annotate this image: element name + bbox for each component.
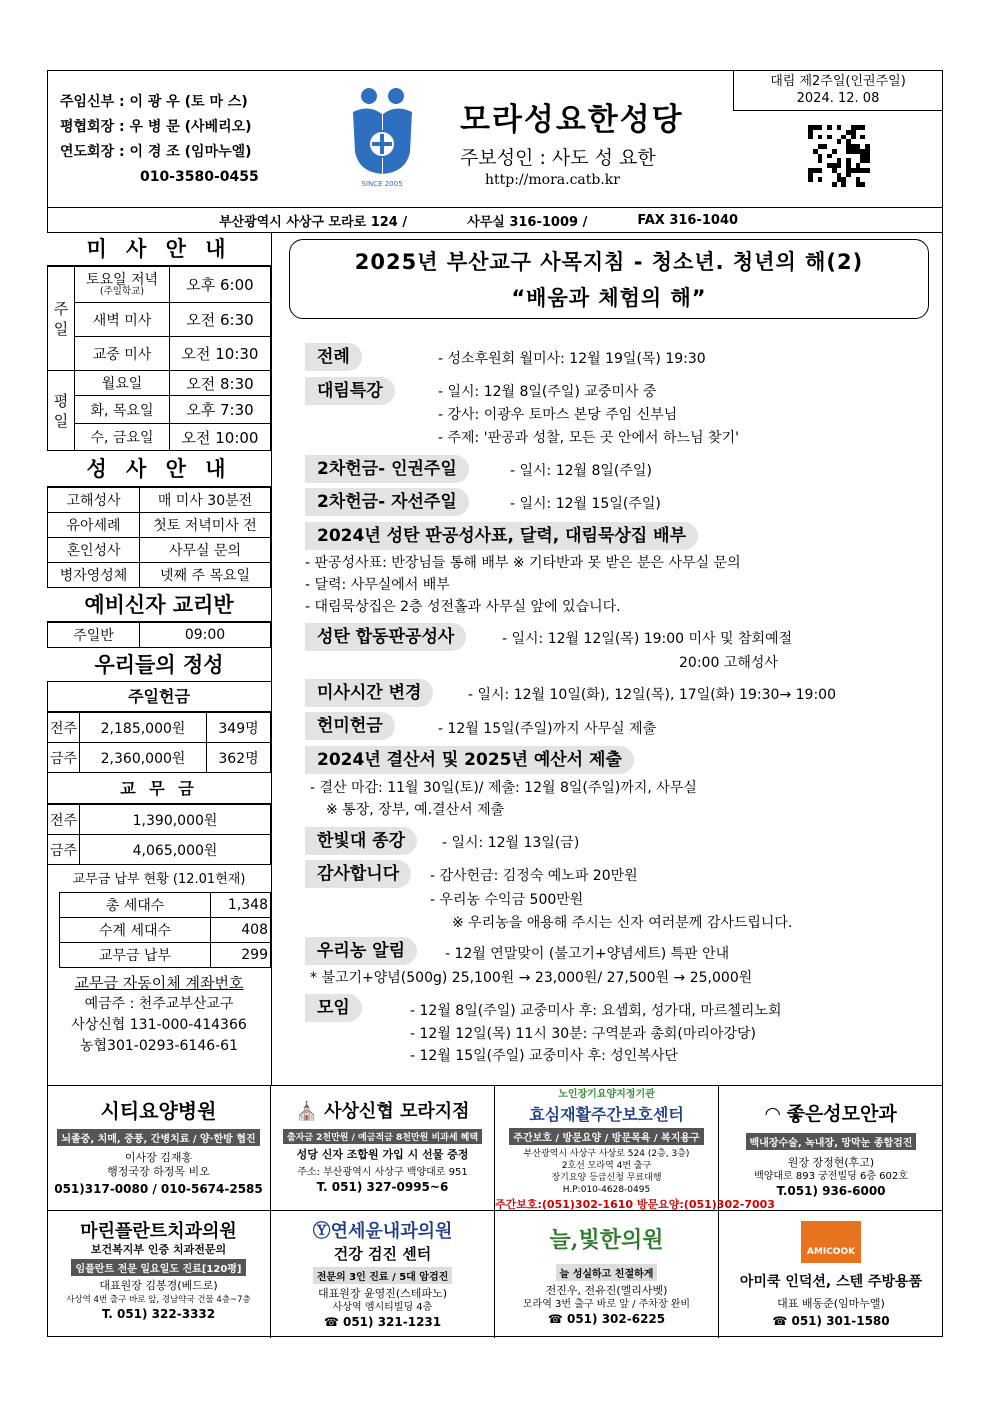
- ad-amicook[interactable]: AMICOOK 아미쿡 인덕션, 스텐 주방용품 대표 배동준(임마누엘) ☎ 051) 301-1580: [719, 1211, 943, 1338]
- sacrament-name: 혼인성사: [48, 538, 140, 563]
- mass-name: 월요일: [75, 371, 170, 396]
- notice-line: - 일시: 12월 15일(주일): [510, 496, 661, 512]
- notice-line: - 12월 연말맞이 (불고기+양념세트) 특판 안내: [445, 946, 730, 962]
- notices-column: [272, 233, 943, 1085]
- table-row: [48, 513, 271, 538]
- notice-line: - 일시: 12월 8일(주일): [510, 463, 652, 479]
- notice-christmas-distribution: [305, 522, 698, 550]
- status-value: 299: [211, 943, 271, 968]
- status-value: 408: [211, 918, 271, 943]
- offering-label: 전주: [48, 713, 80, 743]
- account-nonghyup: 농협301-0293-6146-61: [80, 1038, 238, 1054]
- ad-credit-union[interactable]: ⛪ 사상신협 모라지점 출자금 2천만원 / 예금적금 8천만원 비과세 혜택 성당 신자 조합원 가입 시 선물 증정 주소: 부산광역시 사상구 백양대로 951 T. 051) 327-0995~6: [271, 1086, 495, 1211]
- offering-title: 우리들의 정성: [47, 648, 271, 682]
- notice-line: - 판공성사표: 반장님들 통해 배부 ※ 기타반과 못 받은 분은 사무실 문의: [305, 555, 741, 571]
- table-row: [48, 623, 271, 648]
- section-heading: 미사시간 변경: [305, 679, 433, 707]
- notice-line: - 우리농 수익금 500만원: [430, 892, 584, 908]
- ad-daycare-center[interactable]: 노인장기요양지정기관 효심재활주간보호센터 주간보호 / 방문요양 / 방문목욕 / 복지용구 부산광역시 사상구 사상로 524 (2층, 3층) 2호선 모라역 4번 출구 장기요양 등급신청 무료대행 H.P:010-4628-0495 주간보호:(051)302-1610 방문요양:(051)302-7003: [495, 1086, 719, 1211]
- mass-name: 수, 금요일: [75, 424, 170, 451]
- church-logo: [345, 82, 420, 192]
- section-heading: 2024년 성탄 판공성사표, 달력, 대림묵상집 배부: [305, 522, 698, 550]
- date-box: [733, 71, 942, 111]
- table-row: [48, 267, 271, 303]
- account-shinhyup: 사상신협 131-000-414366: [71, 1017, 247, 1033]
- notice-class-closing: [305, 827, 417, 855]
- notice-second-collection-2: [305, 488, 469, 516]
- notice-line: ※ 우리농을 애용해 주시는 신자 여러분께 감사드립니다.: [452, 915, 793, 931]
- notice-line: - 성소후원회 월미사: 12월 19일(목) 19:30: [438, 351, 706, 367]
- table-row: [48, 303, 271, 337]
- mass-time: 오전 10:00: [169, 424, 270, 451]
- patron-saint: 주보성인 : 사도 성 요한: [460, 147, 656, 169]
- notice-line: - 12월 8일(주일) 교중미사 후: 요셉회, 성가대, 마르첼리노회: [410, 1003, 782, 1019]
- offering-amount: 2,185,000원: [80, 713, 207, 743]
- logo-since-text: SINCE 2005: [361, 180, 403, 188]
- table-row: [48, 337, 271, 371]
- sacrament-name: 병자영성체: [48, 563, 140, 588]
- sunday-label: 주일: [48, 267, 75, 371]
- pastor-line: 주임신부 : 이 광 우 (토 마 스): [60, 94, 248, 110]
- notice-line: - 12월 12일(목) 11시 30분: 구역분과 총회(마리아강당): [410, 1026, 756, 1042]
- qr-code-icon[interactable]: [808, 125, 870, 187]
- clinic-logo-icon: Ⓨ: [312, 1221, 331, 1242]
- mass-time: 오후 6:00: [169, 267, 270, 303]
- offering-count: 362명: [207, 743, 271, 773]
- table-row: [48, 835, 271, 865]
- table-row: [48, 563, 271, 588]
- notice-meetings: [305, 994, 362, 1022]
- advertisement-section: [47, 1085, 943, 1337]
- sacrament-value: 첫토 저녁미사 전: [140, 513, 271, 538]
- notice-line: ※ 통장, 장부, 예.결산서 제출: [326, 802, 505, 818]
- ad-city-hospital[interactable]: 시티요양병원 뇌졸중, 치매, 중풍, 간병치료 / 양·한방 협진 이사장 김재홍 행정국장 하정목 비오 051)317-0080 / 010-5674-2585: [47, 1086, 271, 1211]
- catechumen-time: 09:00: [140, 623, 271, 648]
- table-row: [48, 371, 271, 396]
- dues-label: 전주: [48, 805, 80, 835]
- mass-name: 화, 목요일: [75, 396, 170, 424]
- yeondo-president-line: 연도회장 : 이 경 조 (임마누엘): [60, 144, 252, 160]
- catechumen-table: [47, 622, 271, 648]
- notice-farm: [305, 937, 417, 965]
- left-column: [47, 233, 272, 1085]
- notice-line: - 주제: '판공과 성찰, 모든 곳 안에서 하느님 찾기': [438, 430, 739, 446]
- notice-liturgy: [305, 343, 362, 371]
- notice-christmas-confession: [305, 623, 466, 651]
- sacrament-title: 성 사 안 내: [47, 451, 271, 487]
- qr-module: [865, 182, 870, 187]
- dues-table: [47, 804, 271, 865]
- table-row: [48, 713, 271, 743]
- table-row: [48, 805, 271, 835]
- credit-union-logo-icon: ⛪: [295, 1101, 318, 1122]
- section-heading: 전례: [305, 343, 362, 371]
- ad-eye-clinic[interactable]: ◠ 좋은성모안과 백내장수술, 녹내장, 망막눈 종합검진 원장 장정현(후고) 백양대로 893 궁전빌딩 6층 602호 T.051) 936-6000: [719, 1086, 943, 1211]
- dues-amount: 4,065,000원: [80, 835, 271, 865]
- ad-oriental-clinic[interactable]: 늘,빛한의원 늘 성실하고 친절하게 전진우, 전유진(엘리사벳) 모라역 3번 출구 바로 앞 / 주차장 완비 ☎ 051) 302-6225: [495, 1211, 719, 1338]
- section-heading: 대림특강: [305, 377, 395, 405]
- weekday-label: 평일: [48, 371, 75, 451]
- sunday-offering-table: [47, 712, 271, 773]
- status-label: 교무금 납부: [60, 943, 211, 968]
- notice-line: - 결산 마감: 11월 30일(토)/ 제출: 12월 8일(주일)까지, 사무실: [310, 780, 697, 796]
- mass-name: 토요일 저녁 (주일학교): [75, 267, 170, 303]
- section-heading: 우리농 알림: [305, 937, 417, 965]
- table-row: [48, 424, 271, 451]
- notice-budget: [305, 746, 634, 774]
- notice-line: - 강사: 이광우 토마스 본당 주임 신부님: [438, 407, 678, 423]
- table-row: [48, 488, 271, 513]
- section-heading: 2차헌금- 인권주일: [305, 455, 469, 483]
- catechumen-title: 예비신자 교리반: [47, 588, 271, 622]
- table-row: [48, 743, 271, 773]
- council-president-line: 평협회장 : 우 병 문 (사베리오): [60, 119, 252, 135]
- sacrament-value: 매 미사 30분전: [140, 488, 271, 513]
- status-label: 총 세대수: [60, 893, 211, 918]
- mass-schedule-title: 미 사 안 내: [47, 233, 271, 266]
- section-heading: 모임: [305, 994, 362, 1022]
- notice-advent-lecture: [305, 377, 395, 405]
- notice-line: - 달력: 사무실에서 배부: [305, 577, 450, 593]
- church-address: 부산광역시 사상구 모라로 124 /: [219, 214, 408, 230]
- notice-mass-time-change: [305, 679, 433, 707]
- table-row: [48, 538, 271, 563]
- sunday-offering-title: 주일헌금: [47, 682, 271, 712]
- mass-time: 오전 6:30: [169, 303, 270, 337]
- notice-line: - 일시: 12월 8일(주일) 교중미사 중: [438, 384, 657, 400]
- fax-number: FAX 316-1040: [637, 212, 739, 228]
- dues-title: 교 무 금: [47, 773, 271, 804]
- notice-line: * 불고기+양념(500g) 25,100원 → 23,000원/ 27,500원 → 25,000원: [310, 970, 753, 986]
- eye-logo-icon: ◠: [765, 1103, 780, 1125]
- amicook-logo-icon: AMICOOK: [801, 1221, 861, 1263]
- account-title: 교무금 자동이체 계좌번호: [74, 974, 244, 992]
- address-bar: [47, 207, 943, 233]
- notice-line: - 12월 15일(주일)까지 사무실 제출: [438, 721, 657, 737]
- notice-line: - 12월 15일(주일) 교중미사 후: 성인복사단: [410, 1048, 678, 1064]
- church-name: 모라성요한성당: [460, 102, 684, 138]
- pastoral-guideline-box: [289, 239, 929, 319]
- notice-thanks: [305, 860, 411, 888]
- status-value: 1,348: [211, 893, 271, 918]
- notice-line: - 대림묵상집은 2층 성전홀과 사무실 앞에 있습니다.: [305, 599, 621, 615]
- section-heading: 성탄 합동판공성사: [305, 623, 466, 651]
- mass-name: 교중 미사: [75, 337, 170, 371]
- mass-time: 오전 8:30: [169, 371, 270, 396]
- offering-amount: 2,360,000원: [80, 743, 207, 773]
- notice-second-collection-1: [305, 455, 469, 483]
- sacrament-value: 넷째 주 목요일: [140, 563, 271, 588]
- section-heading: 감사합니다: [305, 860, 411, 888]
- ad-dental-clinic[interactable]: 마린플란트치과의원 보건복지부 인증 치과전문의 임플란트 전문 일요일도 진료[120평] 대표원장 김봉경(베드로) 사상역 4번 출구 바로 앞, 경남약국 건물 4층~7층 T. 051) 322-3332: [47, 1211, 271, 1338]
- liturgical-week: 대림 제2주일(인권주일): [770, 74, 906, 89]
- offering-label: 금주: [48, 743, 80, 773]
- ad-internal-medicine[interactable]: Ⓨ연세윤내과의원 건강 검진 센터 전문의 3인 진료 / 5대 암검진 대표원장 윤영진(스테파노) 사상역 엠시티빌딩 4층 ☎ 051) 321-1231: [271, 1211, 495, 1338]
- catechumen-label: 주일반: [48, 623, 140, 648]
- notice-line: - 감사헌금: 김정숙 예노파 20만원: [430, 868, 638, 884]
- notice-line: 20:00 고해성사: [679, 655, 778, 671]
- sacrament-table: [47, 487, 271, 588]
- offering-count: 349명: [207, 713, 271, 743]
- mass-name: 새벽 미사: [75, 303, 170, 337]
- notice-line: - 일시: 12월 12일(목) 19:00 미사 및 참회예절: [502, 631, 793, 647]
- guideline-subtitle: “배움과 체험의 해”: [511, 286, 707, 310]
- guideline-title: 2025년 부산교구 사목지침 - 청소년. 청년의 해(2): [354, 250, 864, 274]
- notice-rice-offering: [305, 712, 395, 740]
- section-heading: 2024년 결산서 및 2025년 예산서 제출: [305, 746, 634, 774]
- notice-line: - 일시: 12월 10일(화), 12일(목), 17일(화) 19:30→ 19:00: [468, 687, 836, 703]
- table-row: [48, 396, 271, 424]
- dues-status-title: 교무금 납부 현황 (12.01현재): [72, 872, 246, 887]
- table-row: [60, 893, 271, 918]
- dues-label: 금주: [48, 835, 80, 865]
- sacrament-value: 사무실 문의: [140, 538, 271, 563]
- contact-phone: 010-3580-0455: [140, 169, 259, 185]
- section-heading: 헌미헌금: [305, 712, 395, 740]
- website-link[interactable]: http://mora.catb.kr: [485, 172, 620, 188]
- section-heading: 한빛대 종강: [305, 827, 417, 855]
- table-row: [60, 918, 271, 943]
- office-phone: 사무실 316-1009 /: [467, 214, 588, 230]
- clergy-list: [60, 90, 259, 190]
- dues-amount: 1,390,000원: [80, 805, 271, 835]
- sacrament-name: 고해성사: [48, 488, 140, 513]
- account-holder: 예금주 : 천주교부산교구: [84, 996, 234, 1012]
- table-row: [60, 943, 271, 968]
- dues-status-table: [59, 892, 271, 968]
- bulletin-date: 2024. 12. 08: [796, 91, 880, 106]
- mass-schedule-table: [47, 266, 271, 451]
- section-heading: 2차헌금- 자선주일: [305, 488, 469, 516]
- notice-line: - 일시: 12월 13일(금): [442, 835, 580, 851]
- status-label: 수계 세대수: [60, 918, 211, 943]
- mass-time: 오전 10:30: [169, 337, 270, 371]
- mass-time: 오후 7:30: [169, 396, 270, 424]
- sacrament-name: 유아세례: [48, 513, 140, 538]
